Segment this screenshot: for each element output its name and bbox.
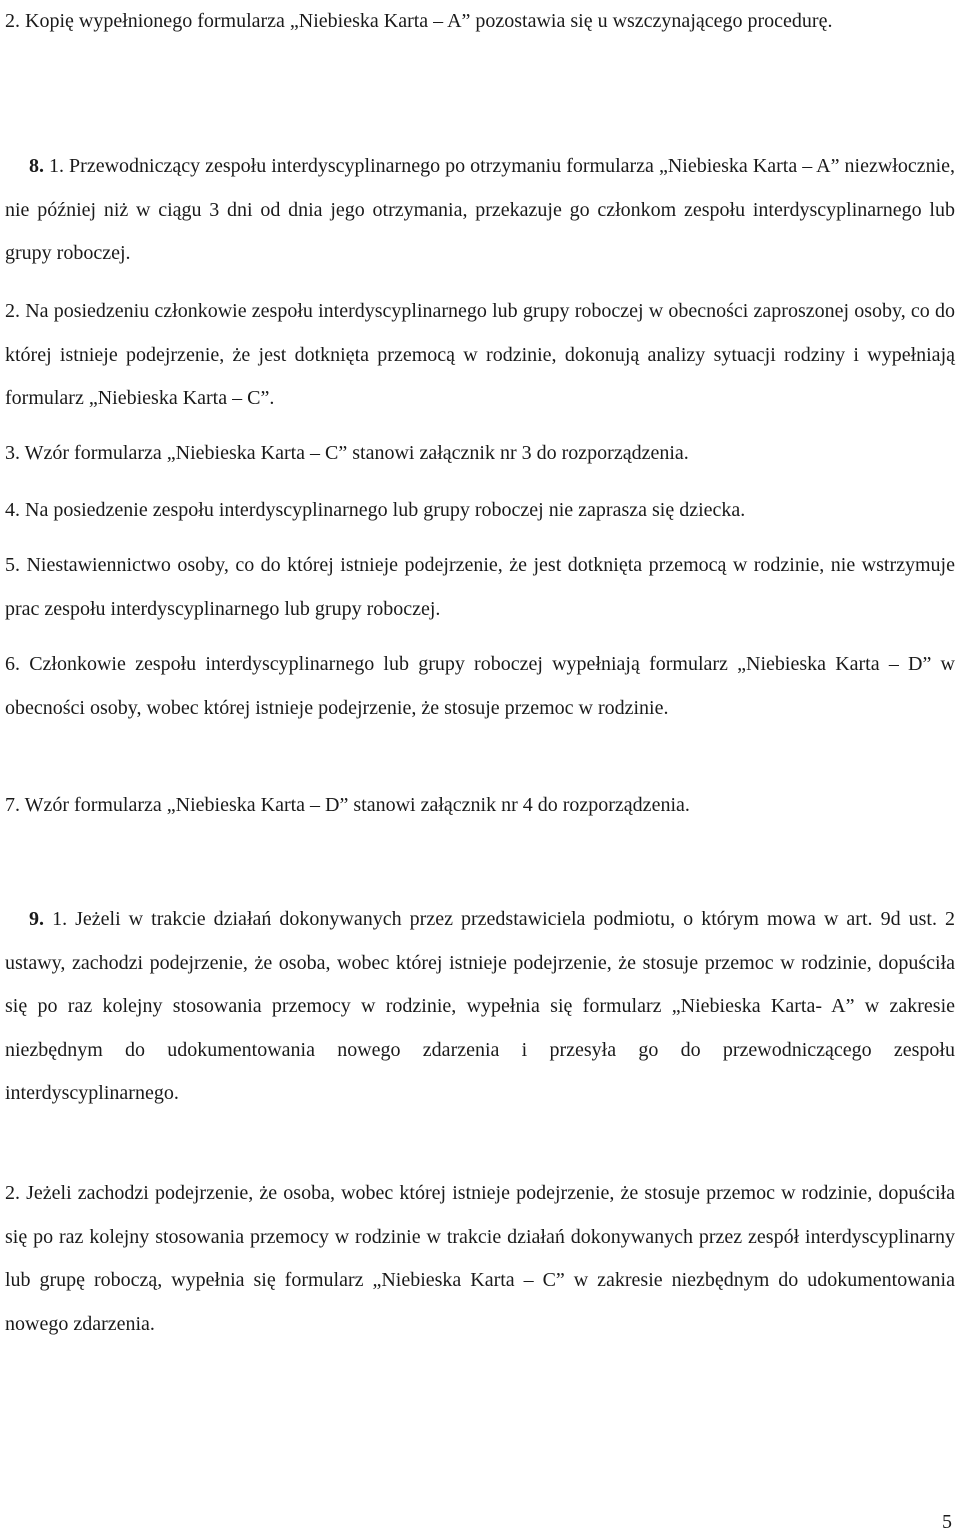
section-number-9: 9. [29, 908, 44, 930]
paragraph-8-4: 4. Na posiedzenie zespołu interdyscyplinarnego lub grupy roboczej nie zaprasza się dziecka. [5, 499, 746, 521]
paragraph-8-1 [5, 145, 955, 276]
paragraph-9-1-text: 1. Jeżeli w trakcie działań dokonywanych przez przedstawiciela podmiotu, o którym mowa w art. 9d ust. 2 ustawy, zachodzi podejrzenie, że osoba, wobec której istnieje podejrzenie, że stosuje przemoc w rodzinie, dopuściła się po raz kolejny stosowania przemocy w rodzinie, wypełnia się formularz „Niebieska Karta- A” w zakresie niezbędnym do udokumentowania nowego zdarzenia i przesyła go do przewodniczącego zespołu interdyscyplinarnego. [5, 908, 956, 1104]
paragraph-8-2: 2. Na posiedzeniu członkowie zespołu interdyscyplinarnego lub grupy roboczej w obecności zaproszonej osoby, co do której istnieje podejrzenie, że jest dotknięta przemocą w rodzinie, dokonują analizy sytuacji rodziny i wypełniają formularz „Niebieska Karta – C”. [5, 300, 955, 409]
paragraph-8-5: 5. Niestawiennictwo osoby, co do której istnieje podejrzenie, że jest dotknięta przemocą w rodzinie, nie wstrzymuje prac zespołu interdyscyplinarnego lub grupy roboczej. [5, 554, 955, 620]
page-number: 5 [942, 1511, 952, 1533]
paragraph-7-2: 2. Kopię wypełnionego formularza „Niebieska Karta – A” pozostawia się u wszczynającego procedurę. [5, 10, 833, 32]
paragraph-8-1-text: 1. Przewodniczący zespołu interdyscyplinarnego po otrzymaniu formularza „Niebieska Karta – A” niezwłocznie, nie później niż w ciągu 3 dni od dnia jego otrzymania, przekazuje go członkom zespołu interdyscyplinarnego lub grupy roboczej. [5, 155, 956, 264]
paragraph-8-3: 3. Wzór formularza „Niebieska Karta – C” stanowi załącznik nr 3 do rozporządzenia. [5, 442, 689, 464]
paragraph-9-2: 2. Jeżeli zachodzi podejrzenie, że osoba, wobec której istnieje podejrzenie, że stosuje przemoc w rodzinie, dopuściła się po raz kolejny stosowania przemocy w rodzinie w trakcie działań dokonywanych przez zespół interdyscyplinarny lub grupę roboczą, wypełnia się formularz „Niebieska Karta – C” w zakresie niezbędnym do udokumentowania nowego zdarzenia. [5, 1182, 955, 1335]
paragraph-8-7: 7. Wzór formularza „Niebieska Karta – D” stanowi załącznik nr 4 do rozporządzenia. [5, 794, 690, 816]
section-number-8: 8. [29, 155, 44, 177]
paragraph-9-1 [5, 898, 955, 1116]
paragraph-8-6: 6. Członkowie zespołu interdyscyplinarnego lub grupy roboczej wypełniają formularz „Niebieska Karta – D” w obecności osoby, wobec której istnieje podejrzenie, że stosuje przemoc w rodzinie. [5, 653, 955, 719]
